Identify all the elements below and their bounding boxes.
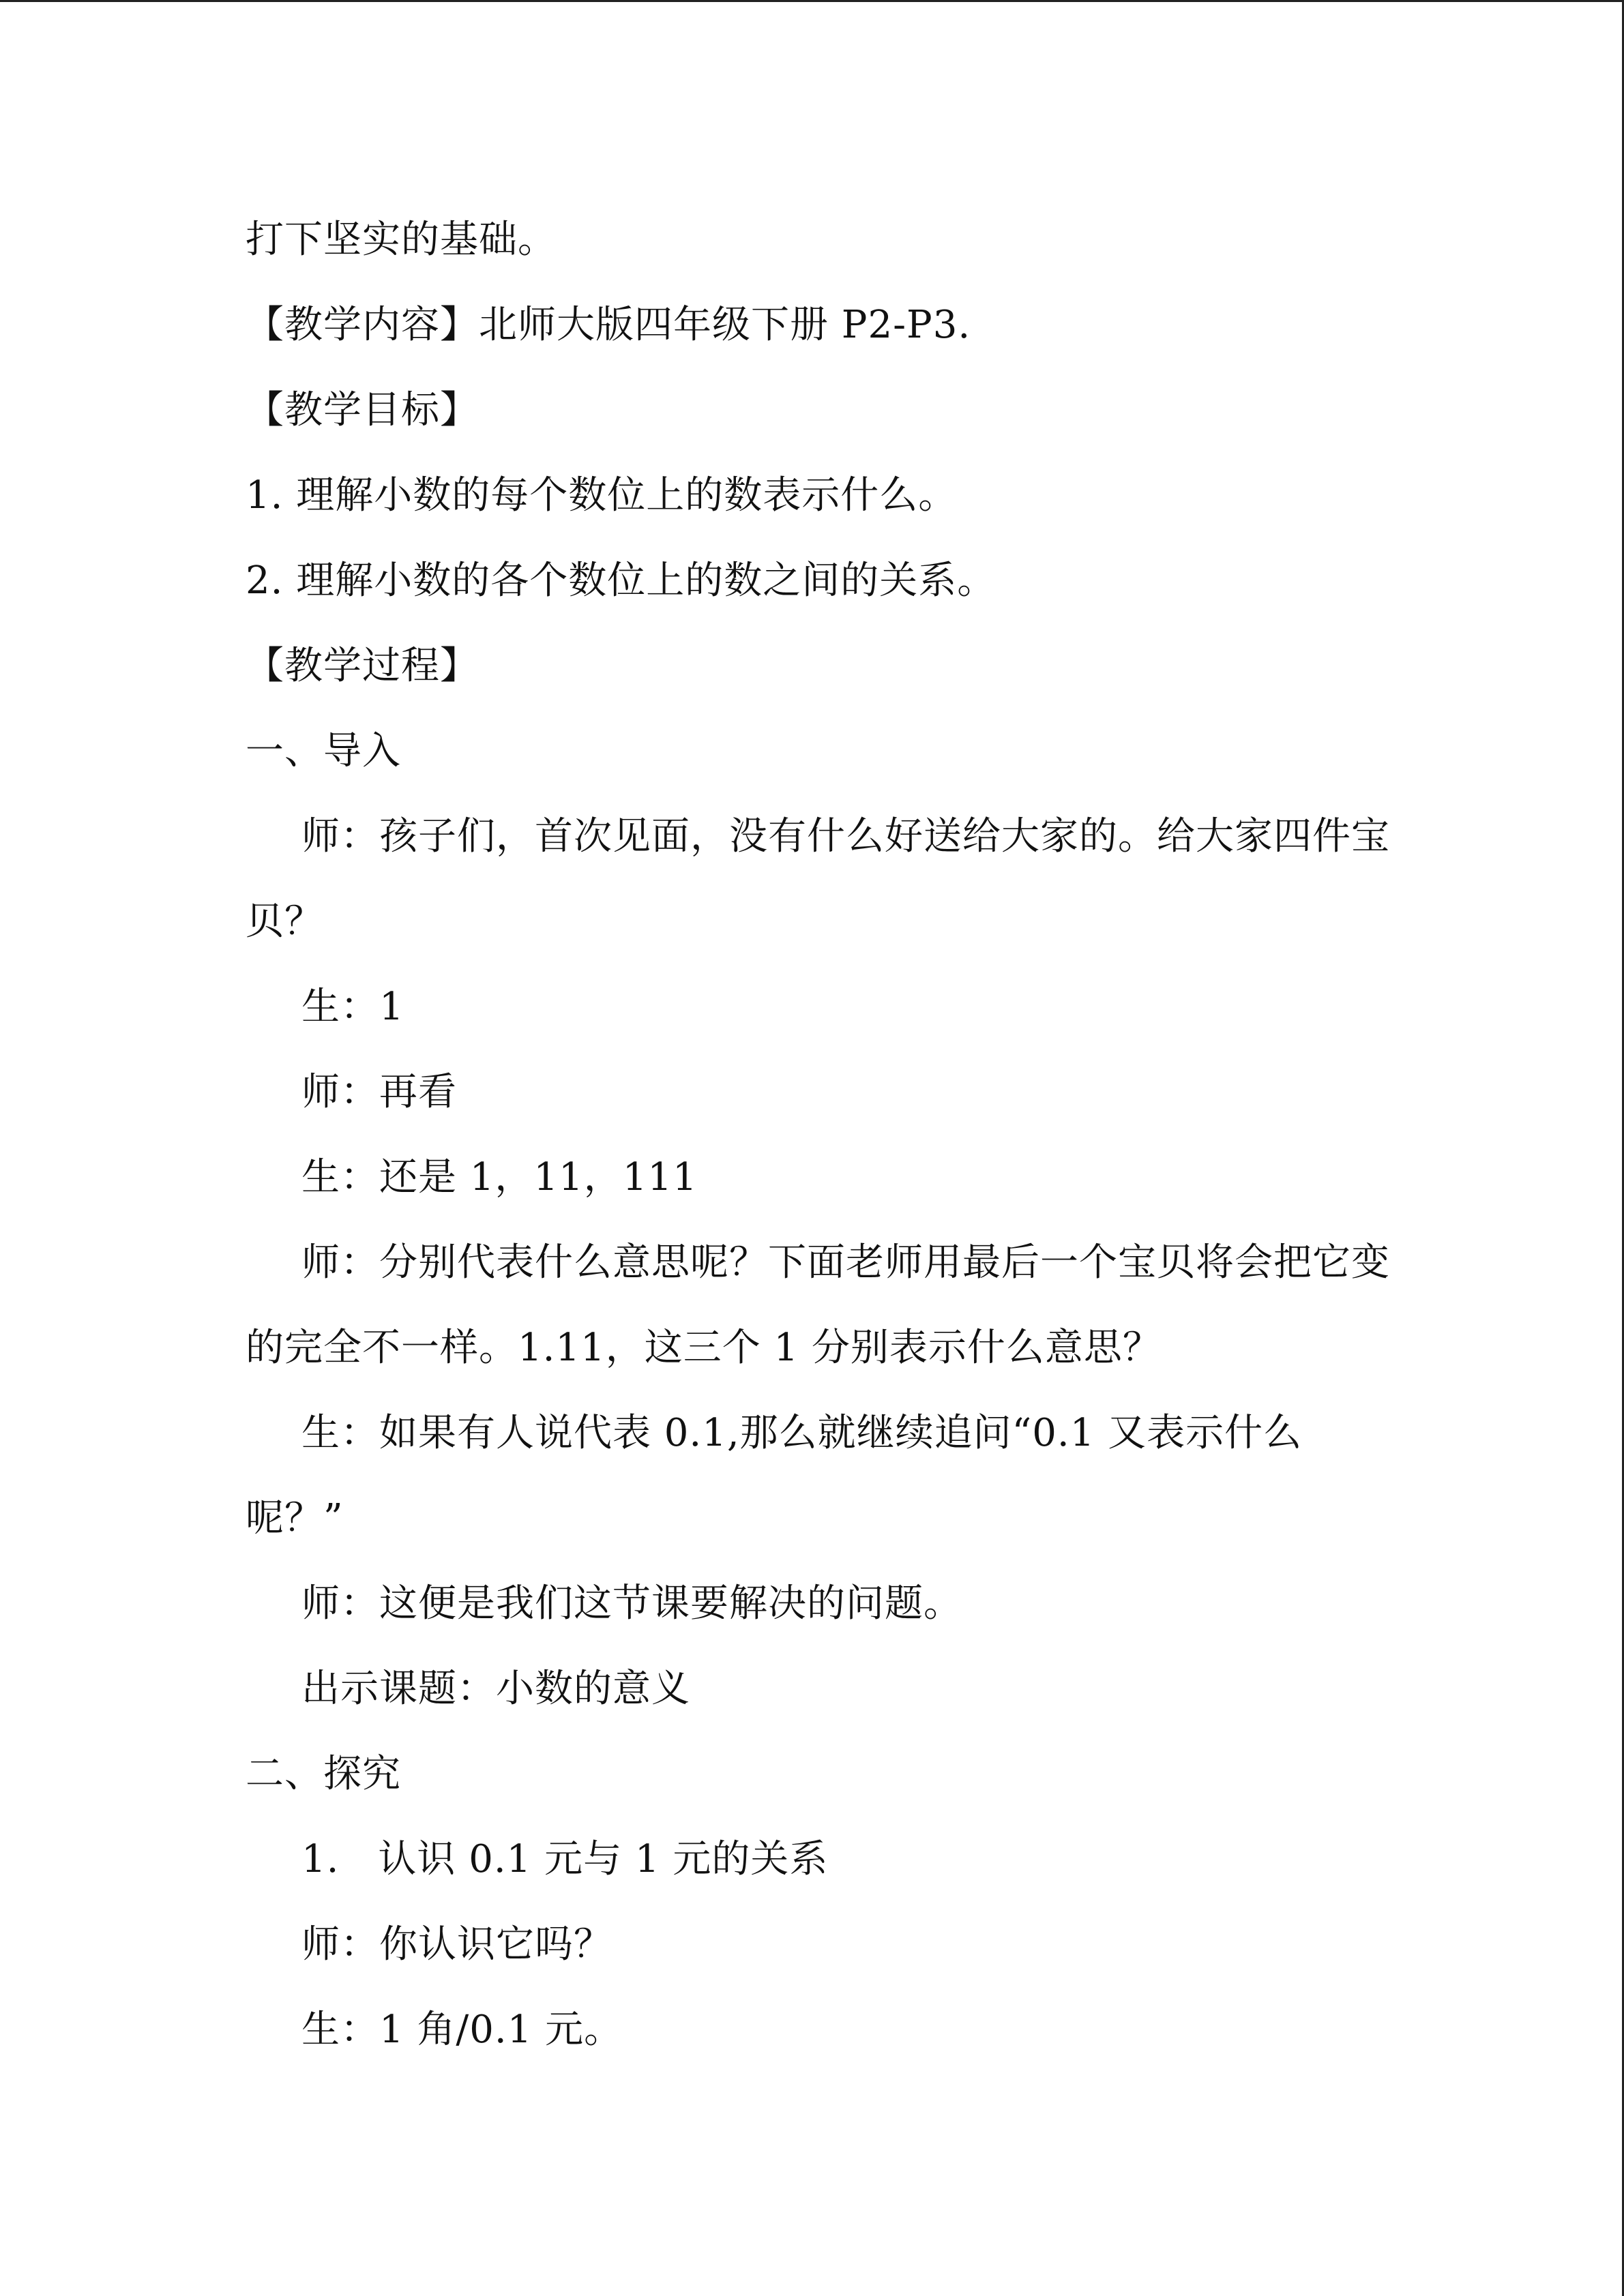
document-body	[246, 206, 1390, 2081]
dialogue-line: 生：如果有人说代表 0.1,那么就继续追问“0.1 又表示什么	[301, 1411, 1303, 1455]
section-heading-explore: 二、探究	[246, 1752, 401, 1796]
goal-item-2: 2. 理解小数的各个数位上的数之间的关系。	[246, 558, 996, 603]
teaching-process-heading: 【教学过程】	[246, 644, 479, 688]
dialogue-line: 师：你认识它吗？	[301, 1922, 612, 1967]
dialogue-line: 师：这便是我们这节课要解决的问题。	[301, 1581, 962, 1626]
explore-item-1: 1. 认识 0.1 元与 1 元的关系	[301, 1837, 829, 1881]
teaching-content-line: 【教学内容】北师大版四年级下册 P2-P3.	[246, 303, 971, 347]
dialogue-line: 师：再看	[301, 1070, 457, 1114]
text-line: 打下坚实的基础。	[246, 218, 557, 262]
dialogue-line: 师：孩子们，首次见面，没有什么好送给大家的。给大家四件宝	[301, 814, 1390, 859]
dialogue-line: 生：1	[301, 985, 404, 1029]
teaching-goals-heading: 【教学目标】	[246, 388, 479, 432]
goal-item-1: 1. 理解小数的每个数位上的数表示什么。	[246, 473, 958, 518]
dialogue-continuation: 的完全不一样。1.11，这三个 1 分别表示什么意思？	[246, 1326, 1162, 1370]
dialogue-continuation: 贝？	[246, 899, 323, 944]
section-heading-intro: 一、导入	[246, 729, 401, 773]
dialogue-line: 师：分别代表什么意思呢？下面老师用最后一个宝贝将会把它变	[301, 1240, 1390, 1285]
dialogue-line: 生：1 角/0.1 元。	[301, 2008, 623, 2052]
dialogue-continuation: 呢？”	[246, 1496, 344, 1540]
lesson-title-line: 出示课题：小数的意义	[301, 1667, 690, 1711]
dialogue-line: 生：还是 1，11，111	[301, 1155, 698, 1199]
